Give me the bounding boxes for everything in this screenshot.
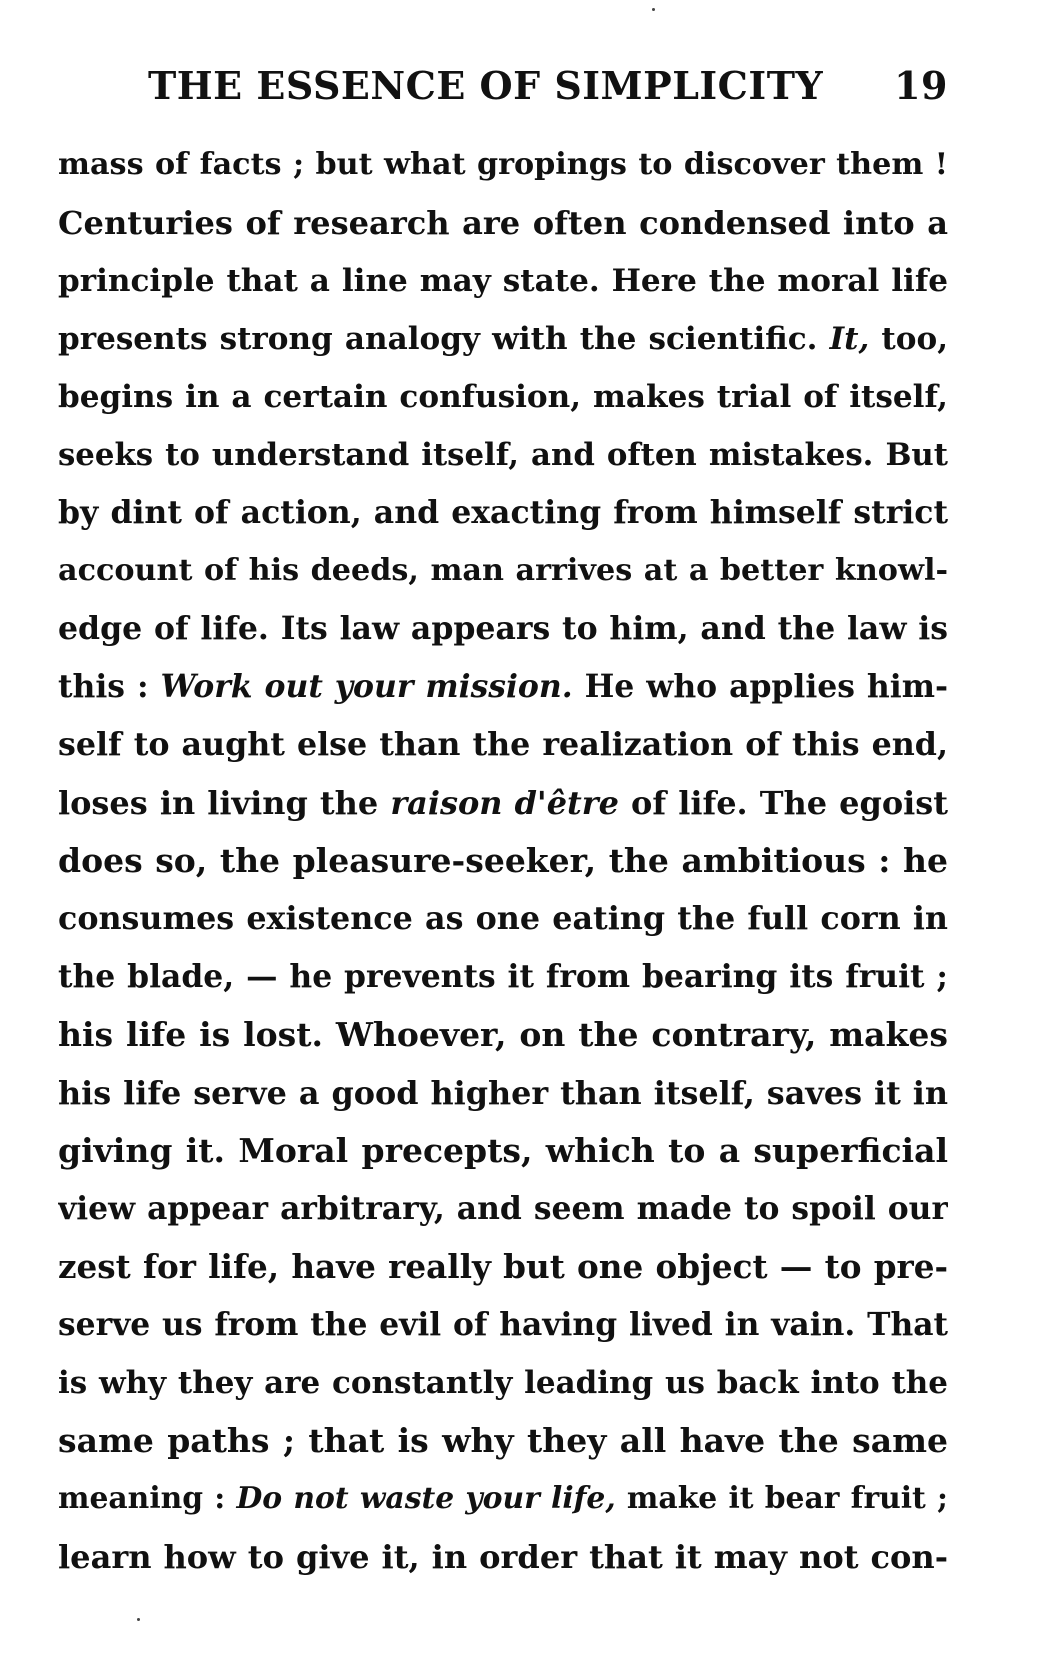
- text-segment: account of his deeds, man arrives at a better knowl-: [58, 553, 948, 588]
- text-segment: his life serve a good higher than itself, saves it in: [58, 1074, 948, 1112]
- text-segment: self to aught else than the realization of this end,: [58, 726, 948, 763]
- text-line: [58, 426, 948, 484]
- text-line: [58, 1238, 948, 1296]
- text-line: [58, 890, 948, 948]
- text-segment: the blade, — he prevents it from bearing its fruit ;: [58, 959, 948, 995]
- text-line: [58, 136, 948, 194]
- text-line: [58, 1412, 948, 1470]
- text-segment: too,: [869, 321, 948, 357]
- text-segment: same paths ; that is why they all have the same: [58, 1421, 948, 1460]
- print-speck: [652, 8, 655, 11]
- text-segment: view appear arbitrary, and seem made to spoil our: [58, 1191, 948, 1227]
- text-segment: is why they are constantly leading us back into the: [58, 1365, 948, 1401]
- text-line: [58, 252, 948, 310]
- text-line: [58, 1528, 948, 1586]
- text-segment: does so, the pleasure-seeker, the ambitious : he: [58, 841, 948, 880]
- page-number: 19: [894, 63, 948, 108]
- text-segment: giving it. Moral precepts, which to a superficial: [58, 1131, 948, 1170]
- print-speck: [137, 1618, 140, 1621]
- text-line: [58, 600, 948, 658]
- text-line: [58, 1354, 948, 1412]
- text-line: [58, 658, 948, 716]
- text-segment: principle that a line may state. Here the moral life: [58, 263, 948, 299]
- text-segment: presents strong analogy with the scientific.: [58, 321, 830, 357]
- italic-text: Do not waste your life,: [236, 1481, 616, 1516]
- text-line: [58, 1296, 948, 1354]
- text-line: [58, 484, 948, 542]
- text-segment: edge of life. Its law appears to him, and the law is: [58, 610, 948, 647]
- text-line: [58, 832, 948, 890]
- text-line: [58, 774, 948, 832]
- text-line: [58, 194, 948, 252]
- text-segment: learn how to give it, in order that it may not con-: [58, 1538, 948, 1576]
- text-line: [58, 542, 948, 600]
- text-segment: loses in living the: [58, 784, 391, 822]
- text-segment: Centuries of research are often condensed into a: [58, 204, 948, 242]
- text-segment: of life. The egoist: [618, 784, 948, 822]
- body-text: [58, 136, 948, 1586]
- text-segment: He who applies him-: [572, 668, 948, 705]
- text-segment: meaning :: [58, 1481, 237, 1516]
- text-line: [58, 1064, 948, 1122]
- text-line: [58, 716, 948, 774]
- text-segment: begins in a certain confusion, makes trial of itself,: [58, 379, 948, 415]
- italic-text: It,: [829, 321, 870, 357]
- text-segment: this :: [58, 668, 161, 705]
- text-segment: zest for life, have really but one object — to pre-: [58, 1247, 948, 1286]
- running-header: [148, 58, 948, 114]
- text-line: [58, 948, 948, 1006]
- text-segment: make it bear fruit ;: [615, 1481, 948, 1516]
- text-line: [58, 368, 948, 426]
- text-segment: seeks to understand itself, and often mistakes. But: [58, 437, 948, 473]
- text-segment: his life is lost. Whoever, on the contrary, makes: [58, 1015, 948, 1054]
- italic-text: Work out your mission.: [160, 668, 573, 705]
- text-line: [58, 1470, 948, 1528]
- text-segment: consumes existence as one eating the full corn in: [58, 900, 948, 937]
- text-line: [58, 1122, 948, 1180]
- text-line: [58, 1006, 948, 1064]
- text-line: [58, 310, 948, 368]
- italic-text: raison d'être: [390, 784, 619, 822]
- running-title: THE ESSENCE OF SIMPLICITY: [148, 63, 824, 108]
- text-segment: serve us from the evil of having lived in vain. That: [58, 1307, 948, 1343]
- text-segment: by dint of action, and exacting from himself strict: [58, 494, 948, 531]
- text-line: [58, 1180, 948, 1238]
- text-segment: mass of facts ; but what gropings to discover them !: [58, 147, 948, 182]
